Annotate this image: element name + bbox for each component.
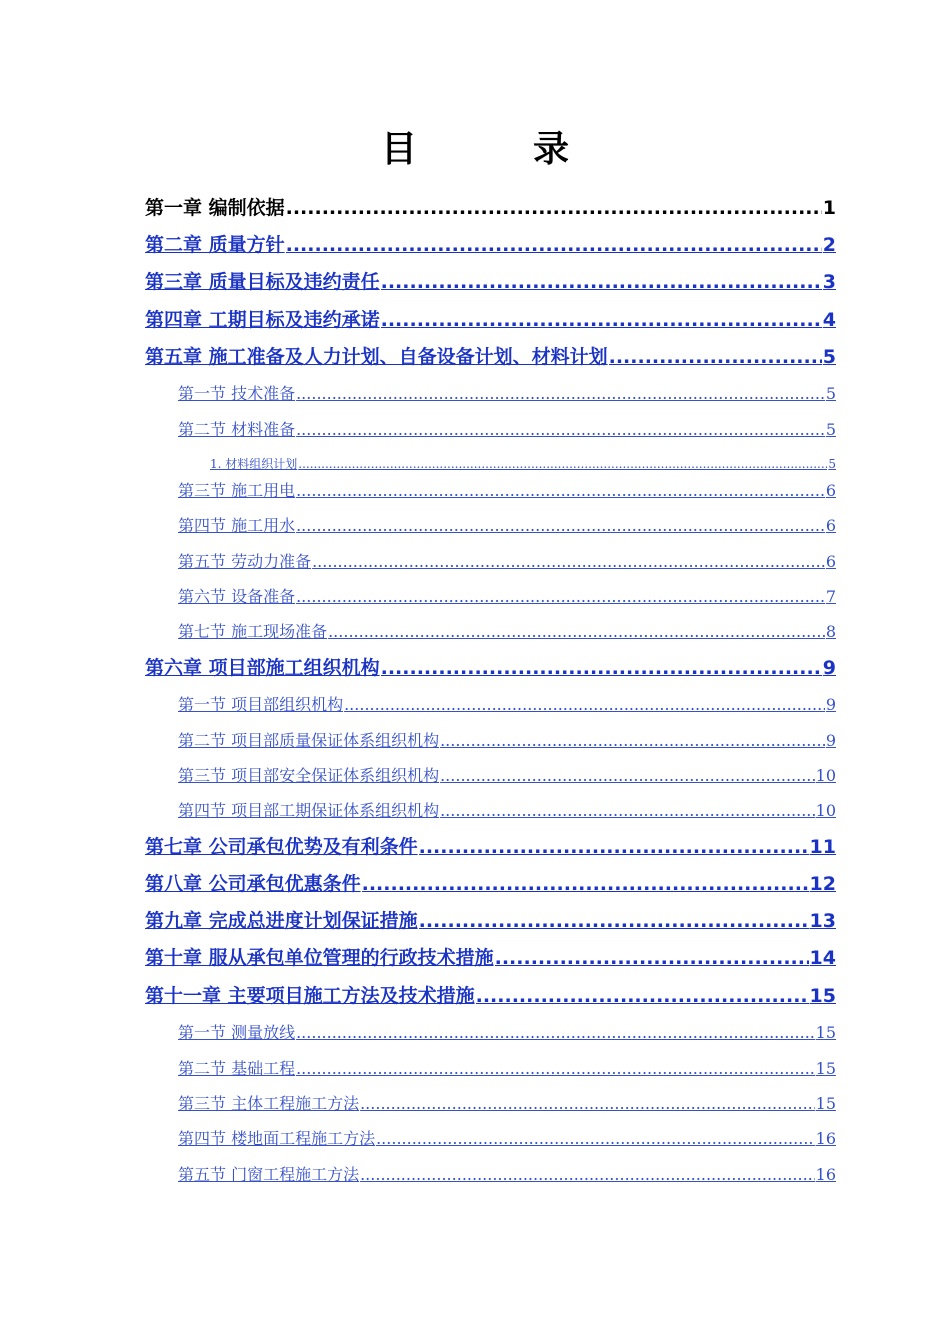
toc-entry-label: 第三章 质量目标及违约责任 [145, 271, 380, 293]
toc-leader [609, 345, 822, 369]
toc-page-number: 11 [809, 836, 836, 858]
toc-entry-label: 第七节 施工现场准备 [178, 622, 328, 641]
toc-leader [296, 1023, 815, 1043]
toc-leader [296, 587, 825, 607]
toc-chapter-5[interactable] [145, 345, 836, 369]
page-title: 目 录 [380, 129, 609, 170]
toc-entry-label: 第二节 基础工程 [178, 1059, 296, 1078]
toc-leader [362, 872, 809, 896]
toc-leader [476, 984, 809, 1008]
toc-section-6-1[interactable] [178, 695, 836, 715]
toc-entry-label: 第六节 设备准备 [178, 587, 296, 606]
toc-leader [381, 656, 822, 680]
toc-page-number: 1 [822, 197, 836, 219]
toc-leader [360, 1094, 815, 1114]
toc-chapter-1[interactable] [145, 196, 836, 220]
toc-leader [286, 233, 822, 257]
toc-entry-label: 第三节 施工用电 [178, 481, 296, 500]
toc-entry-label: 第二节 材料准备 [178, 420, 296, 439]
toc-page-number: 15 [815, 1094, 836, 1113]
toc-chapter-2[interactable] [145, 233, 836, 257]
toc-entry-label: 第五节 劳动力准备 [178, 552, 312, 571]
toc-page-number: 12 [809, 873, 836, 895]
toc-entry-label: 第二章 质量方针 [145, 234, 285, 256]
toc-chapter-11[interactable] [145, 984, 836, 1008]
toc-section-11-4[interactable] [178, 1129, 836, 1149]
toc-page-number: 2 [822, 234, 836, 256]
toc-page-number: 5 [822, 346, 836, 368]
toc-page-number: 6 [825, 481, 836, 500]
toc-leader [440, 801, 815, 821]
toc-entry-label: 第八章 公司承包优惠条件 [145, 873, 361, 895]
toc-leader [495, 946, 809, 970]
toc-section-5-3[interactable] [178, 481, 836, 501]
toc-page-number: 13 [809, 910, 836, 932]
toc-leader [344, 695, 825, 715]
toc-entry-label: 第九章 完成总进度计划保证措施 [145, 910, 418, 932]
toc-entry-label: 第五章 施工准备及人力计划、自备设备计划、材料计划 [145, 346, 608, 368]
toc-entry-label: 第六章 项目部施工组织机构 [145, 657, 380, 679]
toc-leader [296, 1059, 815, 1079]
toc-entry-label: 第七章 公司承包优势及有利条件 [145, 836, 418, 858]
toc-leader [296, 384, 825, 404]
toc-entry-label: 第二节 项目部质量保证体系组织机构 [178, 731, 440, 750]
toc-chapter-6[interactable] [145, 656, 836, 680]
toc-chapter-8[interactable] [145, 872, 836, 896]
toc-page-number: 3 [822, 271, 836, 293]
toc-page-number: 15 [809, 985, 836, 1007]
toc-leader [381, 270, 822, 294]
toc-section-5-4[interactable] [178, 516, 836, 536]
toc-entry-label: 第一节 测量放线 [178, 1023, 296, 1042]
toc-entry-label: 第十章 服从承包单位管理的行政技术措施 [145, 947, 494, 969]
toc-leader [286, 196, 822, 220]
toc-leader [376, 1129, 815, 1149]
toc-section-11-2[interactable] [178, 1059, 836, 1079]
toc-page-number: 5 [825, 384, 836, 403]
toc-leader [296, 420, 825, 440]
toc-section-5-5[interactable] [178, 552, 836, 572]
toc-page-number: 5 [828, 457, 836, 471]
toc-page-number: 8 [825, 622, 836, 641]
toc-section-5-1[interactable] [178, 384, 836, 404]
toc-leader [419, 909, 809, 933]
toc-leader [381, 308, 822, 332]
toc-chapter-3[interactable] [145, 270, 836, 294]
toc-page-number: 10 [815, 766, 836, 785]
toc-page-number: 15 [815, 1023, 836, 1042]
toc-page-number: 14 [809, 947, 836, 969]
toc-leader [328, 622, 825, 642]
toc-page-number: 16 [815, 1165, 836, 1184]
toc-entry-label: 第一节 技术准备 [178, 384, 296, 403]
toc-leader [296, 516, 825, 536]
toc-page-number: 9 [825, 695, 836, 714]
toc-entry-label: 第三节 项目部安全保证体系组织机构 [178, 766, 440, 785]
toc-entry-label: 第一节 项目部组织机构 [178, 695, 344, 714]
toc-section-11-3[interactable] [178, 1094, 836, 1114]
toc-leader [296, 481, 825, 501]
toc-entry-label: 第五节 门窗工程施工方法 [178, 1165, 360, 1184]
toc-leader [360, 1165, 815, 1185]
toc-section-5-6[interactable] [178, 587, 836, 607]
toc-chapter-9[interactable] [145, 909, 836, 933]
toc-page-number: 9 [822, 657, 836, 679]
toc-leader [419, 835, 809, 859]
toc-section-6-2[interactable] [178, 731, 836, 751]
toc-page-number: 10 [815, 801, 836, 820]
toc-subsection-5-2-1[interactable] [210, 457, 836, 472]
toc-entry-label: 1. 材料组织计划 [210, 457, 298, 471]
toc-page-number: 9 [825, 731, 836, 750]
toc-section-5-2[interactable] [178, 420, 836, 440]
toc-page-number: 4 [822, 309, 836, 331]
toc-entry-label: 第四节 楼地面工程施工方法 [178, 1129, 376, 1148]
toc-page-number: 6 [825, 552, 836, 571]
toc-leader [440, 766, 815, 786]
toc-page-number: 16 [815, 1129, 836, 1148]
toc-entry-label: 第四章 工期目标及违约承诺 [145, 309, 380, 331]
toc-page-number: 7 [825, 587, 836, 606]
toc-chapter-10[interactable] [145, 946, 836, 970]
toc-section-5-7[interactable] [178, 622, 836, 642]
toc-leader [440, 731, 825, 751]
toc-leader [312, 552, 825, 572]
toc-section-6-3[interactable] [178, 766, 836, 786]
toc-chapter-4[interactable] [145, 308, 836, 332]
toc-entry-label: 第四节 项目部工期保证体系组织机构 [178, 801, 440, 820]
toc-entry-label: 第四节 施工用水 [178, 516, 296, 535]
toc-entry-label: 第一章 编制依据 [145, 197, 285, 219]
toc-page-number: 5 [825, 420, 836, 439]
toc-page-number: 6 [825, 516, 836, 535]
toc-section-11-5[interactable] [178, 1165, 836, 1185]
toc-page-number: 15 [815, 1059, 836, 1078]
toc-leader [298, 457, 827, 472]
toc-chapter-7[interactable] [145, 835, 836, 859]
toc-section-6-4[interactable] [178, 801, 836, 821]
toc-entry-label: 第十一章 主要项目施工方法及技术措施 [145, 985, 475, 1007]
toc-section-11-1[interactable] [178, 1023, 836, 1043]
toc-entry-label: 第三节 主体工程施工方法 [178, 1094, 360, 1113]
